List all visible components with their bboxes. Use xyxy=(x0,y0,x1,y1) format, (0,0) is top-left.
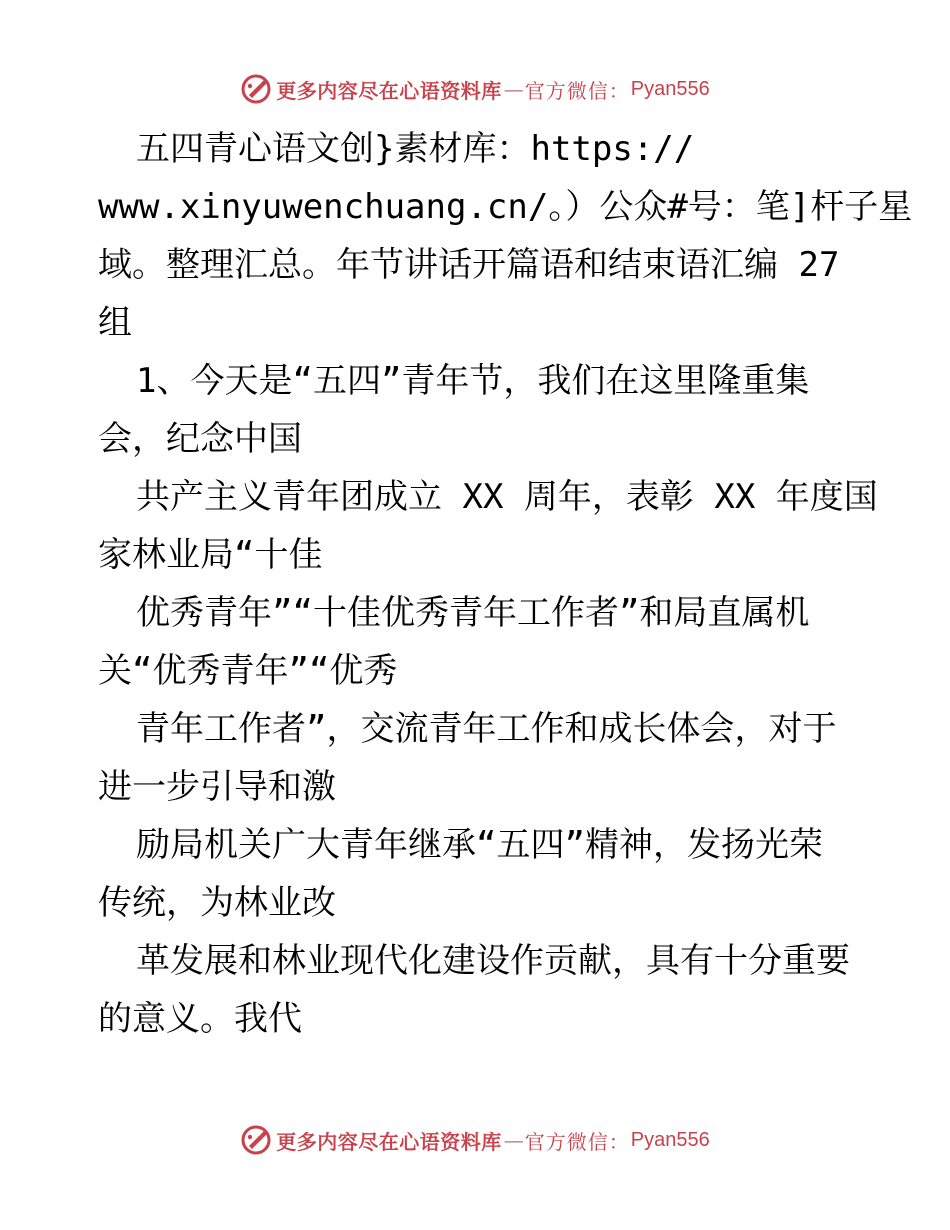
banner-wechat-label: 官方微信 xyxy=(524,78,609,103)
text-line: 会，纪念中国 xyxy=(98,419,302,459)
footer-watermark xyxy=(0,1120,950,1160)
document-body xyxy=(98,120,913,1048)
text-line: 共产主义青年团成立 XX 周年，表彰 XX 年度国 xyxy=(136,477,878,517)
paragraph xyxy=(98,352,858,468)
brand-logo-icon xyxy=(240,1124,272,1156)
text-line: 1、今天是“五四”青年节，我们在这里隆重集 xyxy=(136,361,810,401)
text-line: 进一步引导和激 xyxy=(98,767,336,807)
banner-wechat-id: Pyan556 xyxy=(630,1128,710,1151)
text-line: 关“优秀青年”“优秀 xyxy=(98,651,398,691)
paragraph xyxy=(98,932,858,1048)
text-line: 家林业局“十佳 xyxy=(98,535,323,575)
banner-colon: ： xyxy=(608,78,629,103)
paragraph xyxy=(98,700,858,816)
banner-separator: — xyxy=(503,77,523,101)
paragraph xyxy=(98,468,878,584)
paragraph-intro xyxy=(98,120,913,352)
text-line: 组 xyxy=(98,303,132,343)
header-watermark xyxy=(0,69,950,109)
text-line: 优秀青年”“十佳优秀青年工作者”和局直属机 xyxy=(136,593,810,633)
text-line: 励局机关广大青年继承“五四”精神，发扬光荣 xyxy=(136,825,823,865)
paragraph xyxy=(98,816,858,932)
text-line: 传统，为林业改 xyxy=(98,883,336,923)
banner-title: 更多内容尽在心语资料库 xyxy=(276,78,502,103)
banner-colon: ： xyxy=(608,1129,629,1154)
banner-separator: — xyxy=(503,1128,523,1152)
paragraph xyxy=(98,584,858,700)
banner-wechat-label: 官方微信 xyxy=(524,1129,609,1154)
text-line: 域。整理汇总。年节讲话开篇语和结束语汇编 27 xyxy=(98,245,840,285)
text-line: 革发展和林业现代化建设作贡献，具有十分重要 xyxy=(136,941,850,981)
banner-title: 更多内容尽在心语资料库 xyxy=(276,1129,502,1154)
text-line: 青年工作者”，交流青年工作和成长体会，对于 xyxy=(136,709,837,749)
text-line: 的意义。我代 xyxy=(98,999,302,1039)
banner-wechat-id: Pyan556 xyxy=(630,77,710,100)
brand-logo-icon xyxy=(240,73,272,105)
text-line: www.xinyuwenchuang.cn/。）公众#号：笔]杆子星 xyxy=(98,187,913,227)
text-line: 五四青心语文创}素材库：https:// xyxy=(136,129,695,169)
